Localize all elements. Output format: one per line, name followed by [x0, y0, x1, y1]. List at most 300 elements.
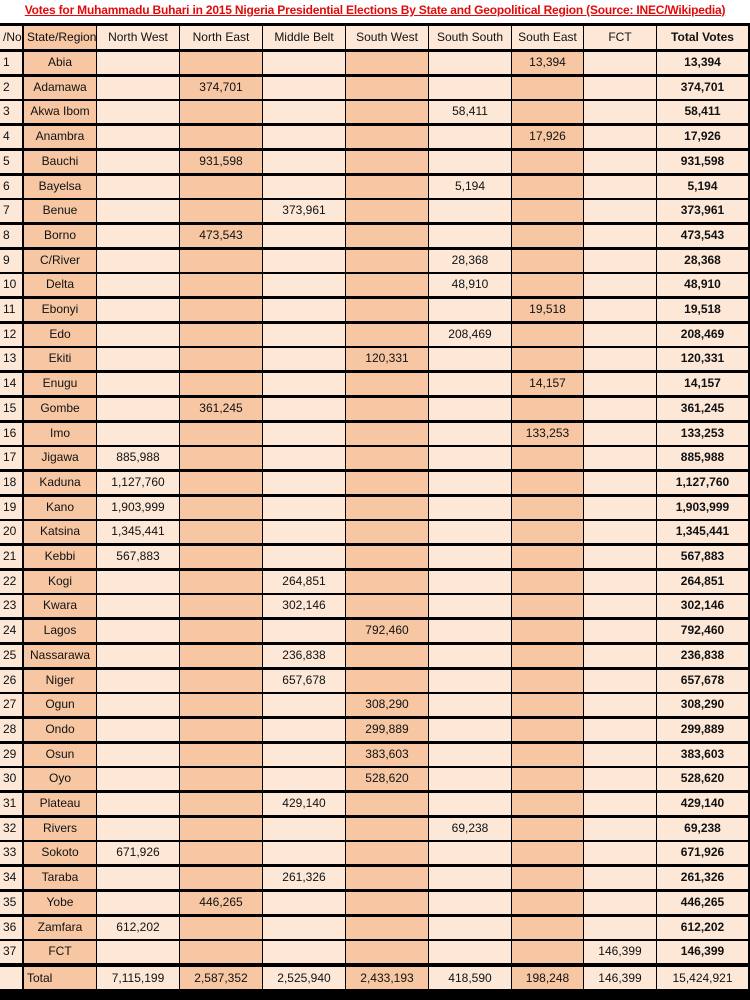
empty-cell — [512, 324, 583, 346]
total-votes: 308,290 — [657, 694, 748, 716]
empty-cell — [180, 546, 262, 568]
empty-cell — [429, 200, 511, 222]
row-number: 34 — [0, 867, 22, 889]
total-votes: 261,326 — [657, 867, 748, 889]
total-votes: 69,238 — [657, 818, 748, 840]
column-header: South East — [512, 26, 583, 49]
vote-count: 885,988 — [97, 447, 179, 469]
total-votes: 48,910 — [657, 274, 748, 296]
empty-cell — [512, 744, 583, 766]
empty-cell — [584, 299, 656, 321]
empty-cell — [512, 225, 583, 247]
row-number: 3 — [0, 101, 22, 123]
empty-cell — [512, 917, 583, 939]
state-name: Jigawa — [24, 447, 96, 469]
region-total: 2,587,352 — [180, 967, 262, 989]
empty-cell — [346, 447, 428, 469]
empty-cell — [263, 744, 345, 766]
empty-cell — [97, 818, 179, 840]
state-name: Kebbi — [24, 546, 96, 568]
empty-cell — [180, 250, 262, 272]
empty-cell — [97, 299, 179, 321]
empty-cell — [346, 423, 428, 445]
empty-cell — [97, 768, 179, 790]
total-votes: 13,394 — [657, 52, 748, 74]
empty-cell — [584, 521, 656, 543]
state-name: Nassarawa — [24, 645, 96, 667]
empty-cell — [263, 447, 345, 469]
total-votes: 14,157 — [657, 373, 748, 395]
empty-cell — [180, 348, 262, 370]
totals-label: Total — [24, 967, 96, 989]
state-name: Benue — [24, 200, 96, 222]
region-total: 2,433,193 — [346, 967, 428, 989]
empty-cell — [180, 842, 262, 864]
total-votes: 120,331 — [657, 348, 748, 370]
vote-count: 120,331 — [346, 348, 428, 370]
empty-cell — [97, 620, 179, 642]
empty-cell — [263, 77, 345, 99]
empty-cell — [180, 324, 262, 346]
empty-cell — [429, 472, 511, 494]
row-number: 24 — [0, 620, 22, 642]
total-votes: 302,146 — [657, 595, 748, 617]
empty-cell — [584, 472, 656, 494]
empty-cell — [512, 348, 583, 370]
empty-cell — [346, 373, 428, 395]
row-number: 13 — [0, 348, 22, 370]
empty-cell — [512, 472, 583, 494]
empty-cell — [429, 348, 511, 370]
column-header: State/Region — [24, 26, 96, 49]
empty-cell — [429, 225, 511, 247]
row-number: 16 — [0, 423, 22, 445]
empty-cell — [584, 867, 656, 889]
empty-cell — [429, 793, 511, 815]
empty-cell — [263, 274, 345, 296]
row-number: 14 — [0, 373, 22, 395]
empty-cell — [180, 595, 262, 617]
empty-cell — [512, 645, 583, 667]
empty-cell — [584, 818, 656, 840]
state-name: Ogun — [24, 694, 96, 716]
empty-cell — [584, 670, 656, 692]
empty-cell — [429, 521, 511, 543]
region-total: 418,590 — [429, 967, 511, 989]
empty-cell — [0, 967, 22, 989]
empty-cell — [429, 151, 511, 173]
state-name: Anambra — [24, 126, 96, 148]
state-name: Ekiti — [24, 348, 96, 370]
empty-cell — [429, 447, 511, 469]
empty-cell — [512, 200, 583, 222]
empty-cell — [180, 694, 262, 716]
column-header: North East — [180, 26, 262, 49]
empty-cell — [97, 373, 179, 395]
empty-cell — [584, 768, 656, 790]
total-votes: 612,202 — [657, 917, 748, 939]
state-name: Kaduna — [24, 472, 96, 494]
empty-cell — [97, 225, 179, 247]
empty-cell — [263, 101, 345, 123]
column-header: Total Votes — [657, 26, 748, 49]
empty-cell — [346, 941, 428, 963]
empty-cell — [346, 867, 428, 889]
state-name: Osun — [24, 744, 96, 766]
empty-cell — [346, 571, 428, 593]
vote-count: 19,518 — [512, 299, 583, 321]
total-votes: 671,926 — [657, 842, 748, 864]
empty-cell — [584, 101, 656, 123]
vote-count: 146,399 — [584, 941, 656, 963]
state-name: Bauchi — [24, 151, 96, 173]
empty-cell — [429, 670, 511, 692]
empty-cell — [584, 793, 656, 815]
empty-cell — [263, 324, 345, 346]
empty-cell — [429, 842, 511, 864]
row-number: 35 — [0, 892, 22, 914]
state-name: Gombe — [24, 398, 96, 420]
total-votes: 28,368 — [657, 250, 748, 272]
empty-cell — [346, 126, 428, 148]
vote-count: 612,202 — [97, 917, 179, 939]
empty-cell — [97, 324, 179, 346]
empty-cell — [263, 768, 345, 790]
empty-cell — [97, 571, 179, 593]
column-header: FCT — [584, 26, 656, 49]
total-votes: 383,603 — [657, 744, 748, 766]
empty-cell — [346, 274, 428, 296]
row-number: 22 — [0, 571, 22, 593]
row-number: 10 — [0, 274, 22, 296]
empty-cell — [584, 324, 656, 346]
empty-cell — [97, 867, 179, 889]
empty-cell — [584, 744, 656, 766]
empty-cell — [263, 151, 345, 173]
column-header: South West — [346, 26, 428, 49]
empty-cell — [429, 744, 511, 766]
total-votes: 528,620 — [657, 768, 748, 790]
empty-cell — [97, 151, 179, 173]
row-number: 33 — [0, 842, 22, 864]
empty-cell — [429, 768, 511, 790]
row-number: 31 — [0, 793, 22, 815]
empty-cell — [512, 793, 583, 815]
row-number: 17 — [0, 447, 22, 469]
empty-cell — [97, 744, 179, 766]
total-votes: 361,245 — [657, 398, 748, 420]
empty-cell — [97, 52, 179, 74]
empty-cell — [180, 867, 262, 889]
vote-count: 264,851 — [263, 571, 345, 593]
total-votes: 5,194 — [657, 176, 748, 198]
empty-cell — [97, 77, 179, 99]
row-number: 37 — [0, 941, 22, 963]
empty-cell — [512, 77, 583, 99]
vote-count: 931,598 — [180, 151, 262, 173]
empty-cell — [512, 250, 583, 272]
total-votes: 473,543 — [657, 225, 748, 247]
row-number: 12 — [0, 324, 22, 346]
vote-count: 48,910 — [429, 274, 511, 296]
state-name: Abia — [24, 52, 96, 74]
empty-cell — [97, 941, 179, 963]
empty-cell — [263, 52, 345, 74]
row-number: 2 — [0, 77, 22, 99]
empty-cell — [429, 423, 511, 445]
empty-cell — [429, 373, 511, 395]
vote-count: 302,146 — [263, 595, 345, 617]
row-number: 8 — [0, 225, 22, 247]
empty-cell — [512, 694, 583, 716]
row-number: 1 — [0, 52, 22, 74]
state-name: Adamawa — [24, 77, 96, 99]
state-name: Rivers — [24, 818, 96, 840]
vote-count: 133,253 — [512, 423, 583, 445]
empty-cell — [263, 842, 345, 864]
empty-cell — [584, 176, 656, 198]
state-name: Kogi — [24, 571, 96, 593]
state-name: Kano — [24, 497, 96, 519]
vote-count: 383,603 — [346, 744, 428, 766]
empty-cell — [584, 373, 656, 395]
empty-cell — [429, 126, 511, 148]
state-name: Delta — [24, 274, 96, 296]
total-votes: 792,460 — [657, 620, 748, 642]
vote-count: 208,469 — [429, 324, 511, 346]
total-votes: 19,518 — [657, 299, 748, 321]
vote-count: 528,620 — [346, 768, 428, 790]
vote-count: 1,345,441 — [97, 521, 179, 543]
vote-count: 261,326 — [263, 867, 345, 889]
state-name: Yobe — [24, 892, 96, 914]
row-number: 32 — [0, 818, 22, 840]
row-number: 9 — [0, 250, 22, 272]
empty-cell — [346, 151, 428, 173]
empty-cell — [512, 101, 583, 123]
state-name: Sokoto — [24, 842, 96, 864]
column-header: North West — [97, 26, 179, 49]
region-total: 198,248 — [512, 967, 583, 989]
row-number: 30 — [0, 768, 22, 790]
empty-cell — [180, 670, 262, 692]
empty-cell — [97, 719, 179, 741]
empty-cell — [584, 348, 656, 370]
state-name: Enugu — [24, 373, 96, 395]
empty-cell — [512, 398, 583, 420]
total-votes: 429,140 — [657, 793, 748, 815]
empty-cell — [584, 595, 656, 617]
empty-cell — [584, 645, 656, 667]
vote-count: 429,140 — [263, 793, 345, 815]
empty-cell — [263, 472, 345, 494]
empty-cell — [346, 101, 428, 123]
total-votes: 1,903,999 — [657, 497, 748, 519]
empty-cell — [346, 521, 428, 543]
empty-cell — [346, 497, 428, 519]
empty-cell — [180, 917, 262, 939]
empty-cell — [97, 176, 179, 198]
total-votes: 885,988 — [657, 447, 748, 469]
empty-cell — [429, 52, 511, 74]
vote-count: 28,368 — [429, 250, 511, 272]
empty-cell — [584, 447, 656, 469]
total-votes: 58,411 — [657, 101, 748, 123]
empty-cell — [180, 497, 262, 519]
state-name: Edo — [24, 324, 96, 346]
empty-cell — [429, 77, 511, 99]
empty-cell — [180, 176, 262, 198]
vote-count: 308,290 — [346, 694, 428, 716]
empty-cell — [512, 151, 583, 173]
empty-cell — [97, 423, 179, 445]
empty-cell — [512, 620, 583, 642]
empty-cell — [512, 595, 583, 617]
empty-cell — [346, 250, 428, 272]
total-votes: 931,598 — [657, 151, 748, 173]
empty-cell — [584, 52, 656, 74]
empty-cell — [346, 299, 428, 321]
region-total: 7,115,199 — [97, 967, 179, 989]
vote-count: 473,543 — [180, 225, 262, 247]
empty-cell — [263, 373, 345, 395]
empty-cell — [584, 620, 656, 642]
empty-cell — [346, 200, 428, 222]
empty-cell — [180, 521, 262, 543]
empty-cell — [346, 472, 428, 494]
empty-cell — [180, 447, 262, 469]
empty-cell — [584, 77, 656, 99]
empty-cell — [584, 719, 656, 741]
empty-cell — [584, 917, 656, 939]
empty-cell — [429, 571, 511, 593]
empty-cell — [263, 941, 345, 963]
column-header: Middle Belt — [263, 26, 345, 49]
empty-cell — [429, 867, 511, 889]
empty-cell — [346, 793, 428, 815]
total-votes: 373,961 — [657, 200, 748, 222]
vote-count: 374,701 — [180, 77, 262, 99]
empty-cell — [263, 348, 345, 370]
row-number: 20 — [0, 521, 22, 543]
vote-count: 13,394 — [512, 52, 583, 74]
empty-cell — [584, 250, 656, 272]
total-votes: 146,399 — [657, 941, 748, 963]
state-name: Imo — [24, 423, 96, 445]
vote-count: 567,883 — [97, 546, 179, 568]
empty-cell — [180, 472, 262, 494]
vote-count: 671,926 — [97, 842, 179, 864]
empty-cell — [346, 892, 428, 914]
state-name: FCT — [24, 941, 96, 963]
row-number: 5 — [0, 151, 22, 173]
empty-cell — [97, 892, 179, 914]
row-number: 28 — [0, 719, 22, 741]
state-name: Ebonyi — [24, 299, 96, 321]
empty-cell — [584, 571, 656, 593]
total-votes: 17,926 — [657, 126, 748, 148]
state-name: Plateau — [24, 793, 96, 815]
state-name: Zamfara — [24, 917, 96, 939]
column-header: South South — [429, 26, 511, 49]
state-name: Oyo — [24, 768, 96, 790]
region-total: 146,399 — [584, 967, 656, 989]
total-votes: 1,127,760 — [657, 472, 748, 494]
vote-count: 58,411 — [429, 101, 511, 123]
vote-count: 1,127,760 — [97, 472, 179, 494]
empty-cell — [346, 52, 428, 74]
empty-cell — [429, 892, 511, 914]
empty-cell — [263, 497, 345, 519]
empty-cell — [97, 670, 179, 692]
empty-cell — [97, 126, 179, 148]
empty-cell — [263, 719, 345, 741]
vote-count: 14,157 — [512, 373, 583, 395]
empty-cell — [512, 571, 583, 593]
state-name: Akwa Ibom — [24, 101, 96, 123]
empty-cell — [180, 423, 262, 445]
empty-cell — [180, 571, 262, 593]
row-number: 29 — [0, 744, 22, 766]
empty-cell — [512, 670, 583, 692]
state-name: Borno — [24, 225, 96, 247]
empty-cell — [263, 546, 345, 568]
empty-cell — [346, 917, 428, 939]
empty-cell — [180, 941, 262, 963]
row-number: 6 — [0, 176, 22, 198]
total-votes: 264,851 — [657, 571, 748, 593]
empty-cell — [584, 497, 656, 519]
empty-cell — [180, 200, 262, 222]
empty-cell — [429, 595, 511, 617]
empty-cell — [263, 521, 345, 543]
total-votes: 208,469 — [657, 324, 748, 346]
empty-cell — [429, 917, 511, 939]
empty-cell — [512, 941, 583, 963]
total-votes: 299,889 — [657, 719, 748, 741]
empty-cell — [429, 497, 511, 519]
empty-cell — [346, 77, 428, 99]
empty-cell — [97, 595, 179, 617]
total-votes: 133,253 — [657, 423, 748, 445]
row-number: 36 — [0, 917, 22, 939]
vote-count: 299,889 — [346, 719, 428, 741]
empty-cell — [512, 842, 583, 864]
vote-count: 657,678 — [263, 670, 345, 692]
empty-cell — [512, 521, 583, 543]
empty-cell — [263, 126, 345, 148]
empty-cell — [584, 398, 656, 420]
state-name: Lagos — [24, 620, 96, 642]
empty-cell — [263, 225, 345, 247]
empty-cell — [584, 546, 656, 568]
empty-cell — [180, 126, 262, 148]
empty-cell — [584, 126, 656, 148]
empty-cell — [429, 398, 511, 420]
empty-cell — [263, 250, 345, 272]
empty-cell — [512, 892, 583, 914]
vote-count: 373,961 — [263, 200, 345, 222]
empty-cell — [512, 274, 583, 296]
empty-cell — [180, 299, 262, 321]
vote-count: 5,194 — [429, 176, 511, 198]
empty-cell — [512, 867, 583, 889]
empty-cell — [512, 546, 583, 568]
empty-cell — [180, 52, 262, 74]
row-number: 11 — [0, 299, 22, 321]
empty-cell — [263, 299, 345, 321]
empty-cell — [263, 892, 345, 914]
